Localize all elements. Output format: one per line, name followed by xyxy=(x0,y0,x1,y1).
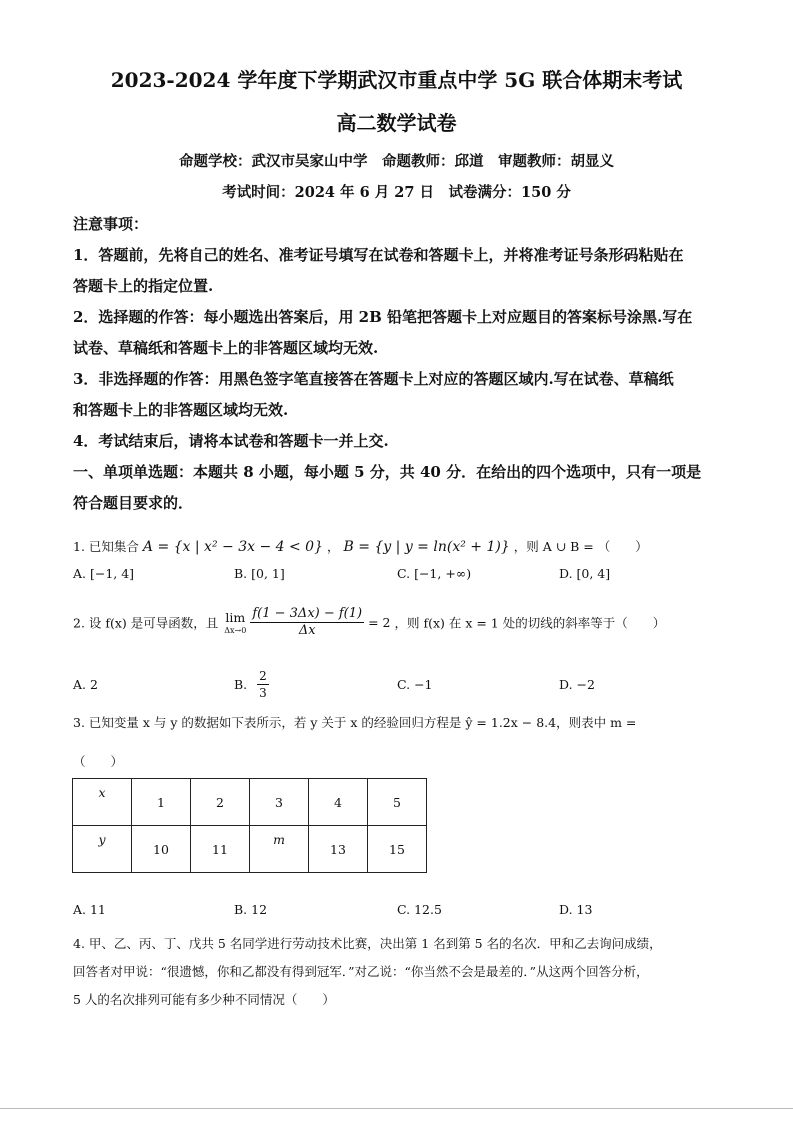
note-line: 3．非选择题的作答：用黑色签字笔直接答在答题卡上对应的答题区域内.写在试卷、草稿纸 xyxy=(73,370,674,388)
q3-option-d: D. 13 xyxy=(559,902,593,917)
table-cell: m xyxy=(250,826,309,873)
section-heading-cont: 符合题目要求的． xyxy=(73,494,194,512)
table-cell: y xyxy=(73,826,132,873)
note-line: 4．考试结束后，请将本试卷和答题卡一并上交. xyxy=(73,432,389,450)
q2-option-b xyxy=(234,668,269,701)
q1-suffix: ，则 A ∪ B = （ ） xyxy=(513,539,648,554)
table-cell: 4 xyxy=(309,779,368,826)
note-line: 试卷、草稿纸和答题卡上的非答题区域均无效. xyxy=(73,339,379,357)
table-cell: 10 xyxy=(132,826,191,873)
note-line: 1．答题前，先将自己的姓名、准考证号填写在试卷和答题卡上，并将准考证号条形码粘贴在 xyxy=(73,246,684,264)
q2-option-c: C. −1 xyxy=(397,677,433,692)
q3-option-a: A. 11 xyxy=(73,902,106,917)
q2-suffix: ，则 f(x) 在 x = 1 处的切线的斜率等于（ ） xyxy=(394,615,666,631)
q1-set-a: A = {x | x² − 3x − 4 < 0} xyxy=(142,539,323,555)
q3-option-b: B. 12 xyxy=(234,902,268,917)
section-heading: 一、单项单选题：本题共 8 小题，每小题 5 分，共 40 分．在给出的四个选项中，只有一项是 xyxy=(73,463,702,481)
question-3-cont: （ ） xyxy=(73,754,124,769)
question-4: 4. 甲、乙、丙、丁、戊共 5 名同学进行劳动技术比赛，决出第 1 名到第 5 名的名次．甲和乙去询问成绩， xyxy=(73,936,662,951)
table-cell: 15 xyxy=(368,826,427,873)
q3-option-c: C. 12.5 xyxy=(397,902,442,917)
q1-option-b: B. [0, 1] xyxy=(234,566,285,581)
q1-comma: ， xyxy=(326,539,340,554)
exam-title: 2023-2024 学年度下学期武汉市重点中学 5G 联合体期末考试 xyxy=(110,68,683,92)
note-line: 和答题卡上的非答题区域均无效. xyxy=(73,401,289,419)
q2-fraction xyxy=(250,606,364,639)
table-cell: 11 xyxy=(191,826,250,873)
q2-numerator: f(1 − 3Δx) − f(1) xyxy=(252,606,363,621)
notes-heading: 注意事项： xyxy=(73,215,149,233)
q1-option-a: A. [−1, 4] xyxy=(73,566,135,581)
exam-subtitle: 高二数学试卷 xyxy=(336,111,457,135)
table-row xyxy=(73,826,427,873)
question-2 xyxy=(73,606,665,639)
table-cell: 13 xyxy=(309,826,368,873)
q1-set-b: B = {y | y = ln(x² + 1)} xyxy=(343,539,510,555)
question-4-line3: 5 人的名次排列可能有多少种不同情况（ ） xyxy=(73,992,335,1007)
q2-option-d: D. −2 xyxy=(559,677,595,692)
question-3: 3. 已知变量 x 与 y 的数据如下表所示，若 y 关于 x 的经验回归方程是 ŷ = 1.2x − 8.4，则表中 m = xyxy=(73,715,637,730)
q2-option-b-label: B. xyxy=(234,677,248,692)
q1-prefix: 1. 已知集合 xyxy=(73,539,139,554)
note-line: 2．选择题的作答：每小题选出答案后，用 2B 铅笔把答题卡上对应题目的答案标号涂黑.写在 xyxy=(73,308,693,326)
table-cell: 1 xyxy=(132,779,191,826)
table-cell: 5 xyxy=(368,779,427,826)
q1-option-d: D. [0, 4] xyxy=(559,566,611,581)
q2-option-b-den: 3 xyxy=(259,686,267,700)
q2-lim-sub: Δx→0 xyxy=(224,626,247,635)
q2-lim-word: lim xyxy=(225,610,246,625)
question-1 xyxy=(73,537,648,555)
note-line: 答题卡上的指定位置. xyxy=(73,277,214,295)
q2-limit xyxy=(224,610,246,635)
table-cell: 2 xyxy=(191,779,250,826)
exam-info: 考试时间：2024 年 6 月 27 日 试卷满分：150 分 xyxy=(222,184,571,201)
table-cell: x xyxy=(73,779,132,826)
q2-equals: = 2 xyxy=(368,615,391,630)
q2-option-a: A. 2 xyxy=(73,677,98,692)
question-4-line2: 回答者对甲说：“很遗憾，你和乙都没有得到冠军．”对乙说：“你当然不会是最差的．”从这两个回答分析， xyxy=(73,964,649,979)
page-divider xyxy=(0,1108,793,1109)
q1-option-c: C. [−1, +∞) xyxy=(397,566,472,581)
q2-prefix: 2. 设 f(x) 是可导函数，且 xyxy=(73,615,219,631)
table-cell: 3 xyxy=(250,779,309,826)
q2-option-b-fraction xyxy=(257,668,269,701)
data-table xyxy=(72,778,427,873)
q2-denominator: Δx xyxy=(298,623,316,638)
table-row xyxy=(73,779,427,826)
q2-option-b-num: 2 xyxy=(259,669,267,683)
exam-authors: 命题学校：武汉市吴家山中学 命题教师：邱道 审题教师：胡显义 xyxy=(179,153,614,170)
